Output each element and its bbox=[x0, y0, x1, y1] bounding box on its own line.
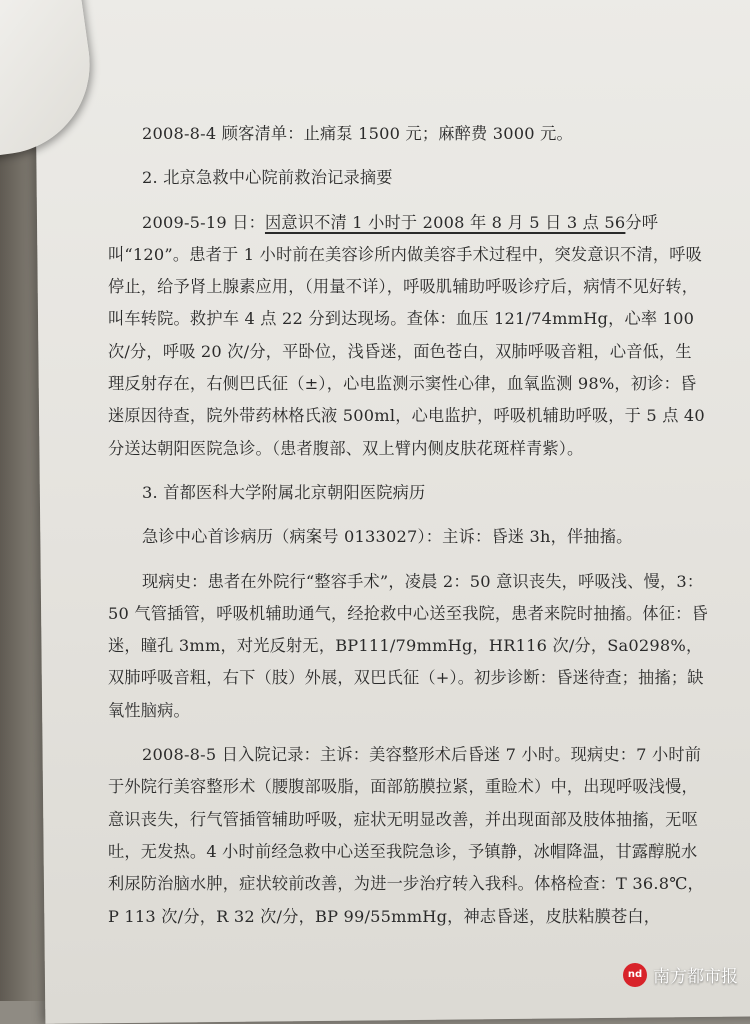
customer-list-line: 2008-8-4 顾客清单：止痛泵 1500 元；麻醉费 3000 元。 bbox=[142, 124, 573, 143]
section3-history: 现病史：患者在外院行“整容手术”，凌晨 2：50 意识丧失，呼吸浅、慢，3：50 气管插管，呼吸机辅助通气，经抢救中心送至我院，患者来院时抽搐。体征：昏迷，瞳孔 3mm，对光反射无，BP111/79mmHg，HR116 次/分，Sa0298%，双肺呼吸音粗，右下（肢）外展，双巴氏征（+）。初步诊断：昏迷待查；抽搐；缺氧性脑病。 bbox=[108, 571, 708, 720]
watermark-text: 南方都市报 bbox=[653, 967, 738, 987]
section2-date: 2009-5-19 日： bbox=[142, 212, 265, 232]
document-text bbox=[108, 118, 708, 933]
section3-intro: 急诊中心首诊病历（病案号 0133027）：主诉：昏迷 3h，伴抽搐。 bbox=[142, 527, 633, 547]
newspaper-logo-icon: nd bbox=[623, 963, 647, 987]
section2-body: 分呼叫“120”。患者于 1 小时前在美容诊所内做美容手术过程中，突发意识不清，呼吸停止，给予肾上腺素应用，（用量不详），呼吸肌辅助呼吸诊疗后，病情不见好转，叫车转院。救护车 4 点 22 分到达现场。查体：血压 121/74mmHg，心率 100 次/分，呼吸 20 次/分，平卧位，浅昏迷，面色苍白，双肺呼吸音粗，心音低，生理反射存在，右侧巴氏征（±），心电监测示窦性心律，血氧监测 98%，初诊：昏迷原因待查，院外带药林格氏液 500ml，心电监护，呼吸机辅助呼吸，于 5 点 40 分送达朝阳医院急诊。（患者腹部、双上臂内侧皮肤花斑样青紫）。 bbox=[108, 212, 705, 458]
section2-paragraph bbox=[108, 207, 708, 465]
section3-heading: 3. 首都医科大学附属北京朝阳医院病历 bbox=[142, 482, 426, 502]
section2-underlined-text: 因意识不清 1 小时于 2008 年 8 月 5 日 3 点 56 bbox=[264, 212, 626, 232]
section3-admission: 2008-8-5 日入院记录：主诉：美容整形术后昏迷 7 小时。现病史：7 小时前于外院行美容整形术（腰腹部吸脂，面部筋膜拉紧，重睑术）中，出现呼吸浅慢，意识丧失，行气管插管辅助呼吸，症状无明显改善，并出现面部及肢体抽搐，无呕吐，无发热。4 小时前经急救中心送至我院急诊，予镇静，冰帽降温，甘露醇脱水利尿防治脑水肿，症状较前改善，为进一步治疗转入我科。体格检查：T 36.8℃，P 113 次/分，R 32 次/分，BP 99/55mmHg，神志昏迷，皮肤粘膜苍白， bbox=[108, 745, 704, 926]
section2-heading: 2. 北京急救中心院前救治记录摘要 bbox=[142, 168, 393, 188]
watermark bbox=[623, 962, 738, 987]
